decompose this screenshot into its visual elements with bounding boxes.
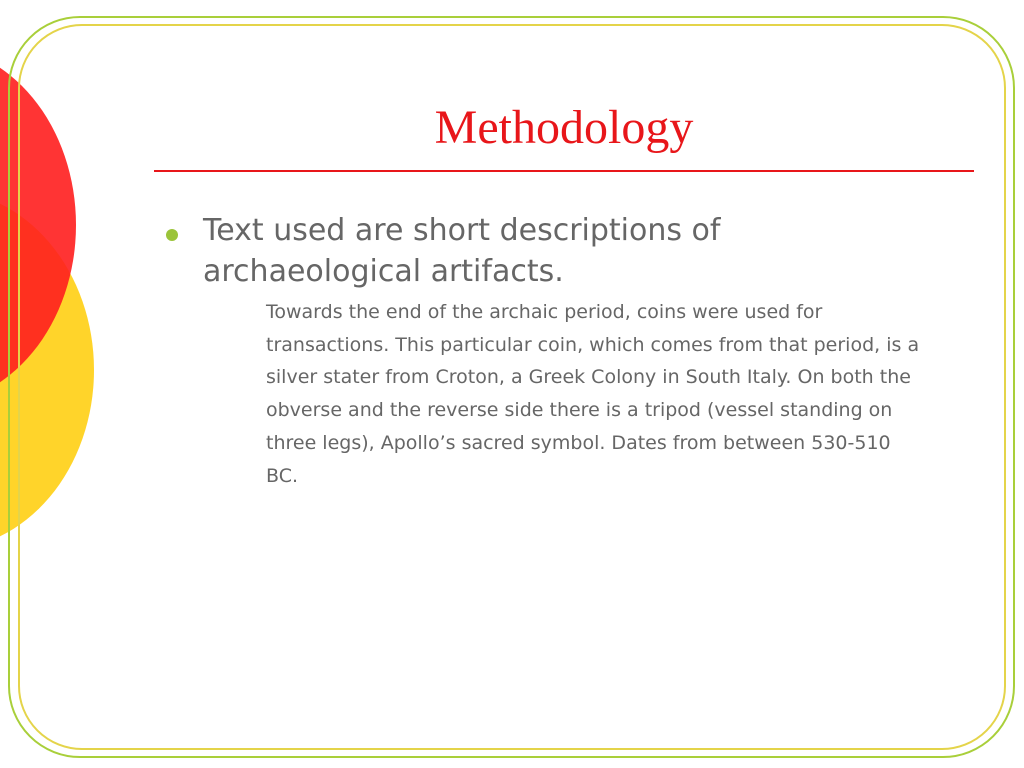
bullet-dot-icon: [166, 229, 178, 241]
artifact-description: Towards the end of the archaic period, coins were used for transactions. This particular coin, which comes from that period, is a silver stater from Croton, a Greek Colony in South Italy. On both the obverse and the reverse side there is a tripod (vessel standing on three legs), Apollo’s sacred symbol. Dates from between 530-510 BC.: [266, 301, 920, 487]
bullet-text: Text used are short descriptions of archaeological artifacts.: [203, 213, 721, 289]
title-divider: [154, 170, 974, 172]
slide-title: Methodology: [434, 101, 694, 154]
